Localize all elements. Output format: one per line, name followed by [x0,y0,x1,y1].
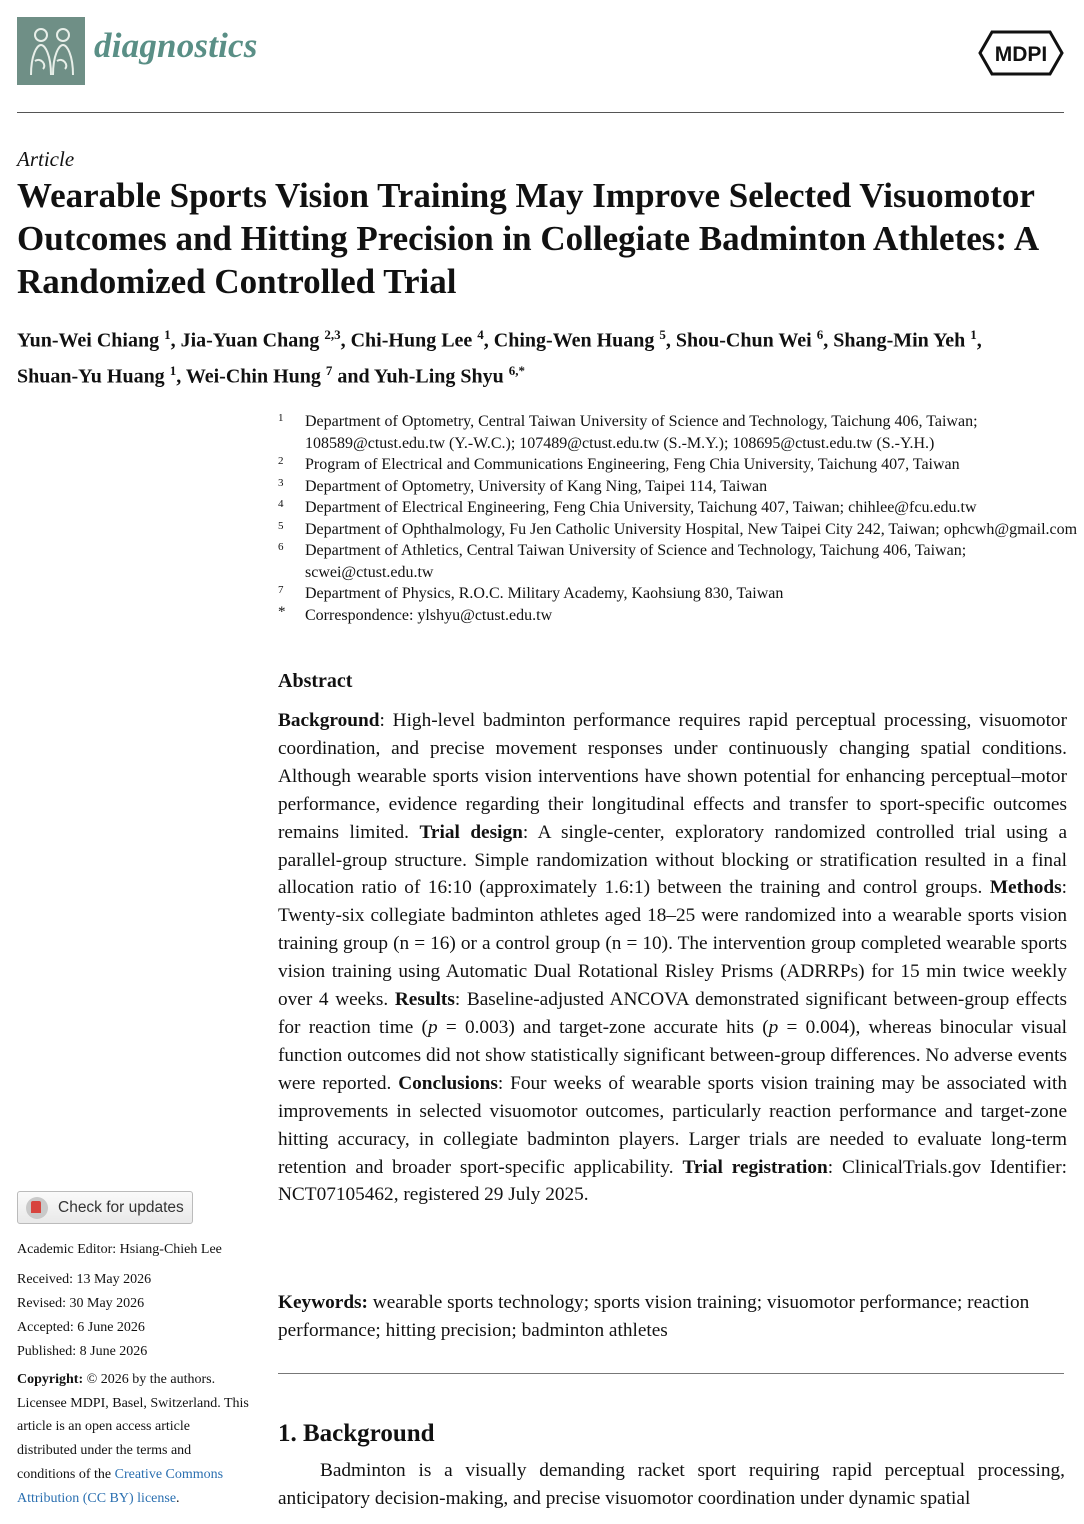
affiliation-text: Department of Physics, R.O.C. Military Academy, Kaohsiung 830, Taiwan [305,585,784,602]
author-sep: and [332,365,374,388]
author-affil[interactable]: 1 [164,327,171,342]
license-link[interactable]: Creative Commons Attribution (CC BY) license [17,1466,224,1506]
copyright-text: © 2026 by the authors. Licensee MDPI, Basel, Switzerland. This article is an open access article distributed under the terms and conditions of the [17,1372,249,1482]
author-affil[interactable]: 7 [325,362,333,378]
author-affil[interactable]: 1 [169,362,177,378]
abstract-heading: Abstract [278,670,353,692]
abstract-results-text: = 0.003) and target-zone accurate hits ( [437,1016,769,1038]
affiliation-text: Department of Athletics, Central Taiwan University of Science and Technology, Taichung 406, Taiwan; scwei@ctust.edu.tw [305,542,967,581]
bookmark-icon [26,1197,48,1219]
affiliation-text: Department of Electrical Engineering, Feng Chia University, Taichung 407, Taiwan; chihlee@fcu.edu.tw [305,499,977,516]
copyright-notice [17,1368,249,1510]
affiliation-text: Program of Electrical and Communications Engineering, Feng Chia University, Taichung 407, Taiwan [305,456,960,473]
author-affil[interactable]: 6 [816,327,824,342]
section-heading: 1. Background [278,1420,435,1447]
author-sep: , [665,329,676,352]
author-list [17,320,1072,391]
author[interactable]: Shou-Chun Wei [675,329,812,352]
affiliation-number: 7 [278,584,284,596]
abstract-registration-label: Trial registration [682,1156,828,1178]
correspondence-text[interactable]: Correspondence: ylshyu@ctust.edu.tw [305,606,553,624]
author-sep: , [340,329,351,352]
author-sep: , [823,329,834,352]
article-title: Wearable Sports Vision Training May Improve Selected Visuomotor Outcomes and Hitting Precision in Collegiate Badminton Athletes: A Randomized Controlled Trial [17,176,1038,301]
article-type: Article [17,147,75,171]
abstract-conclusions-label: Conclusions [398,1072,498,1094]
abstract-results-text: = 0.004), whereas binocular visual function outcomes did not show statistically significant between-group differences. No adverse events were reported. [278,1016,1068,1094]
affiliation-item [278,476,1078,498]
affiliation-text: Department of Optometry, Central Taiwan University of Science and Technology, Taichung 406, Taiwan; 108589@ctust.edu.tw (Y.-W.C.); 107489@ctust.edu.tw (S.-M.Y.); 108695@ctust.edu.tw (S.-Y.H.) [305,413,978,452]
abstract-conclusions-text: : Four weeks of wearable sports vision training may be associated with improvements in selected visuomotor outcomes, particularly reaction performance and target-zone hitting accuracy, in collegiate badminton players. Larger trials are needed to evaluate long-term retention and broader sport-specific applicability. [278,1072,1067,1178]
affiliation-item [278,454,1078,476]
affiliation-number: * [278,603,286,620]
affiliation-number: 4 [278,498,284,510]
author[interactable]: Yuh-Ling Shyu [373,365,504,388]
abstract-background-label: Background [278,710,380,731]
affiliation-item [278,519,1078,541]
copyright-label: Copyright: [17,1372,84,1387]
author-sep: , [483,329,494,352]
abstract-methods-text: : Twenty-six collegiate badminton athletes aged 18–25 were randomized into a wearable sports vision training group (n = 16) or a control group (n = 10). The intervention group completed wearable sports vision training using Automatic Dual Rotational Risley Prisms (ADRRPs) for 15 min twice weekly over 4 weeks. [278,877,1067,1011]
copyright-end: . [176,1490,180,1506]
abstract-results-label: Results [394,989,455,1011]
affiliation-list [278,411,1078,626]
author[interactable]: Ching-Wen Huang [493,329,655,352]
section-body-text [278,1457,1065,1513]
author-affil[interactable]: 5 [659,327,666,342]
affiliation-item [278,411,1078,454]
publisher-logo [978,30,1064,76]
revised-date: Revised: 30 May 2026 [17,1296,145,1311]
keywords [278,1289,1067,1345]
abstract-body [278,707,1067,1209]
author-affil[interactable]: 1 [970,327,977,342]
author-sep: , [176,365,186,388]
author-affil[interactable]: 2,3 [324,327,341,342]
check-for-updates-label: Check for updates [58,1198,184,1216]
affiliation-item [278,583,1078,605]
author-affil[interactable]: 6,* [508,362,526,378]
mdpi-logo-icon [978,30,1064,76]
affiliation-number: 3 [278,476,284,489]
affiliation-item [278,497,1078,519]
publication-dates [17,1268,267,1364]
author-sep: , [170,329,181,352]
affiliation-number: 1 [278,412,284,424]
author[interactable]: Shuan-Yu Huang [17,365,165,388]
keywords-text: wearable sports technology; sports vision training; visuomotor performance; reaction performance; hitting precision; badminton athletes [278,1292,1030,1341]
affiliation-text: Department of Ophthalmology, Fu Jen Catholic University Hospital, New Taipei City 242, Taiwan; ophcwh@gmail.com [305,520,1078,538]
p-symbol: p [427,1016,438,1038]
abstract-design-text: : A single-center, exploratory randomized controlled trial using a parallel-group structure. Simple randomization without blocking or stratification resulted in a final allocation ratio of 16:10 (approximately 1.6:1) between the training and control groups. [278,821,1068,899]
journal-name: diagnostics [94,26,258,65]
p-symbol: p [768,1016,779,1038]
author[interactable]: Shang-Min Yeh [833,329,966,352]
author-sep: , [976,329,982,352]
header-divider [17,112,1064,113]
author-affil[interactable]: 4 [477,327,484,342]
received-date: Received: 13 May 2026 [17,1272,152,1287]
author[interactable]: Chi-Hung Lee [350,329,473,352]
affiliation-number: 5 [278,519,284,532]
journal-logo [17,17,85,85]
abstract-methods-label: Methods [989,877,1062,899]
abstract-design-label: Trial design [419,821,523,843]
affiliation-text: Department of Optometry, University of Kang Ning, Taipei 114, Taiwan [305,477,768,495]
section-paragraph: Badminton is a visually demanding racket sport requiring rapid perceptual processing, anticipatory decision-making, and precise visuomotor coordination under dynamic spatial [278,1460,1065,1509]
keywords-label: Keywords: [278,1292,368,1313]
published-date: Published: 8 June 2026 [17,1344,148,1359]
author[interactable]: Yun-Wei Chiang [17,329,160,352]
abstract-results-text: : Baseline-adjusted ANCOVA demonstrated significant between-group effects for reaction time ( [278,989,1067,1038]
journal-logo-icon [17,17,85,85]
author[interactable]: Jia-Yuan Chang [180,329,320,352]
mdpi-logo-text: MDPI [994,43,1048,66]
affiliation-number: 6 [278,541,284,553]
abstract-background-text: : High-level badminton performance requires rapid perceptual processing, visuomotor coordination, and precise movement responses under continuously changing spatial conditions. Although wearable sports vision interventions have shown potential for enhancing perceptual–motor performance, evidence regarding their longitudinal effects and transfer to sport-specific outcomes remains limited. [278,710,1067,843]
affiliation-number: 2 [278,455,284,467]
abstract-registration-text: : ClinicalTrials.gov Identifier: NCT07105462, registered 29 July 2025. [278,1156,1067,1206]
author[interactable]: Wei-Chin Hung [185,365,321,388]
affiliation-item [278,540,1078,583]
academic-editor: Academic Editor: Hsiang-Chieh Lee [17,1242,222,1257]
accepted-date: Accepted: 6 June 2026 [17,1320,145,1335]
check-for-updates-button[interactable] [17,1191,193,1224]
correspondence-item [278,605,1078,627]
section-divider [278,1373,1064,1374]
